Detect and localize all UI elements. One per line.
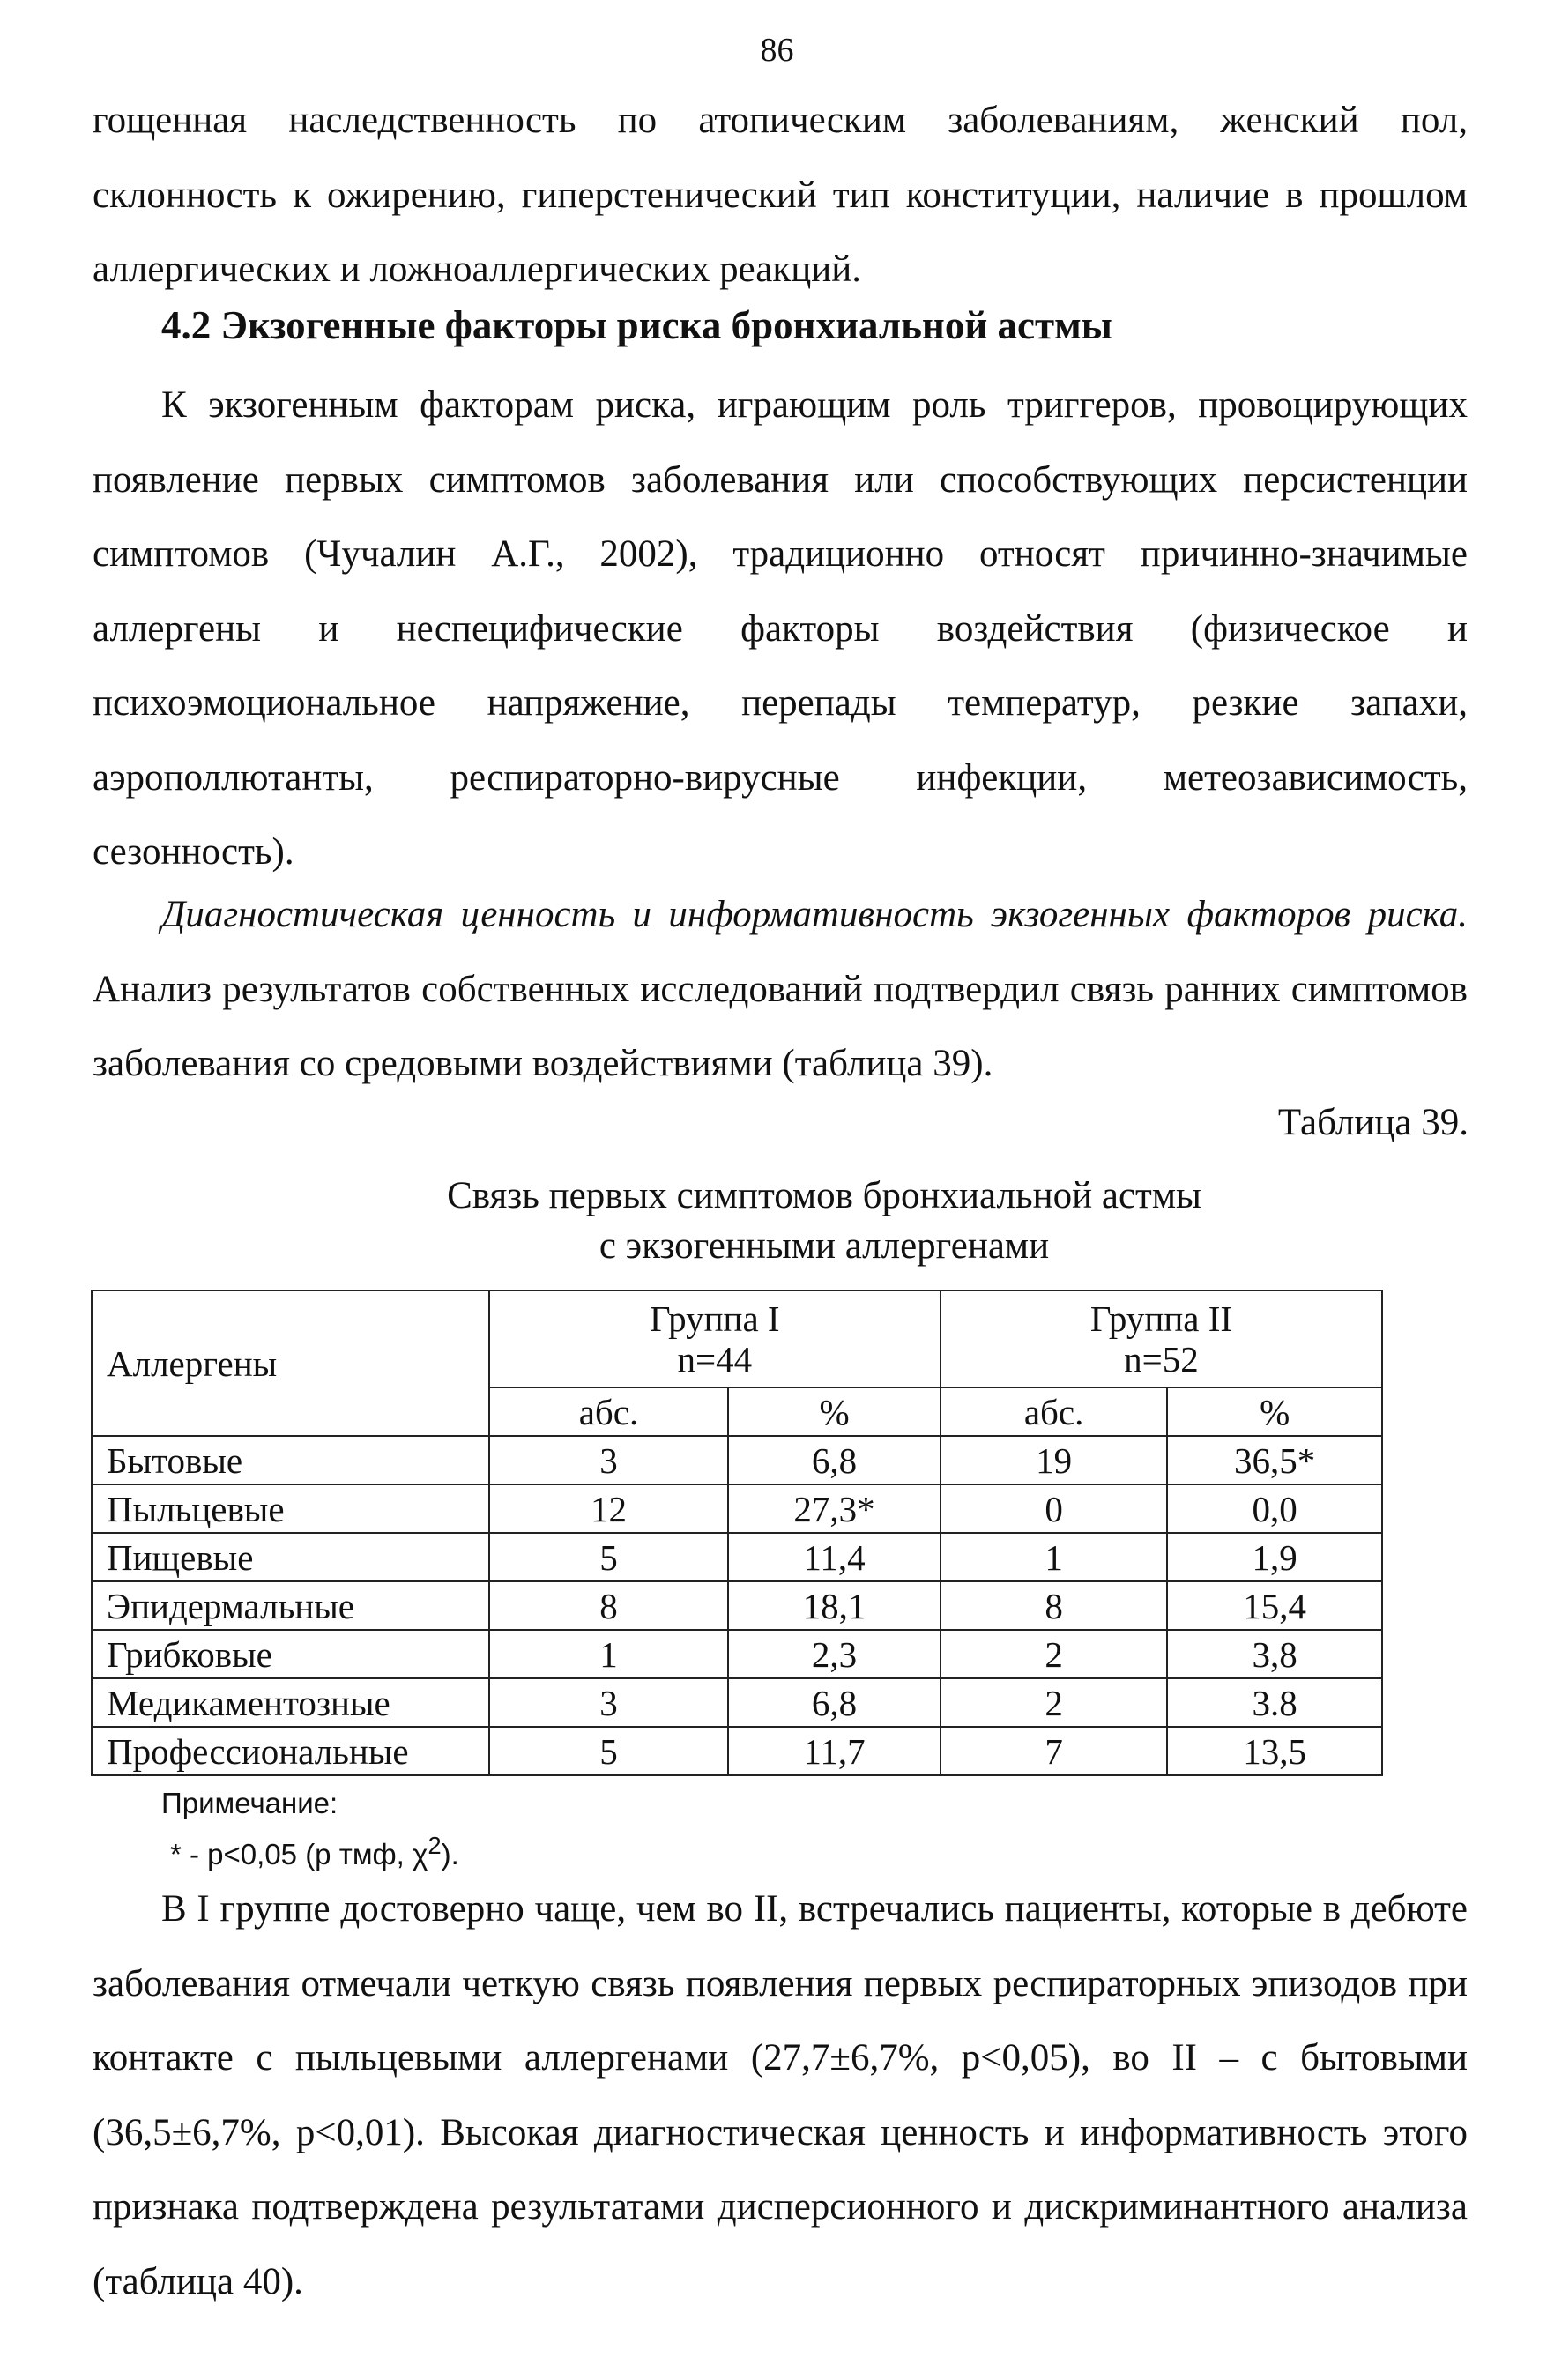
subheader-g2-pct: %: [1167, 1387, 1382, 1436]
cell-g2-pct: 15,4: [1167, 1581, 1382, 1630]
cell-g1-pct: 18,1: [728, 1581, 941, 1630]
paragraph-results: В I группе достоверно чаще, чем во II, встречались пациенты, которые в дебюте заболевания отмечали четкую связь появления первых респираторных эпизодов при контакте с пыльцевыми аллергенами (27,7±6,7%, p<0,05), во II – с бытовыми (36,5±6,7%, p<0,01). Высокая диагностическая ценность и информативность этого признака подтверждена результатами дисперсионного и дискриминантного анализа (таблица 40).: [93, 1888, 1468, 2302]
table-row: [92, 1630, 1382, 1678]
cell-g1-pct: 27,3*: [728, 1484, 941, 1533]
group2-name: Группа II: [1089, 1298, 1233, 1339]
cell-g2-pct: 36,5*: [1167, 1436, 1382, 1484]
note-title: Примечание:: [161, 1787, 338, 1819]
cell-g2-abs: 8: [941, 1581, 1168, 1630]
cell-g2-pct: 0,0: [1167, 1484, 1382, 1533]
table-label: Таблица 39.: [1277, 1102, 1468, 1143]
table-row: [92, 1678, 1382, 1727]
paragraph-diagnostic-value: [93, 878, 1468, 1102]
row-name: Пищевые: [92, 1533, 489, 1581]
group2-n: n=52: [1124, 1339, 1199, 1380]
note-superscript: 2: [428, 1832, 442, 1859]
table-row: [92, 1581, 1382, 1630]
cell-g1-abs: 5: [489, 1727, 728, 1775]
paragraph-exogenous-factors: К экзогенным факторам риска, играющим роль триггеров, провоцирующих появление первых симптомов заболевания или способствующих персистенции симптомов (Чучалин А.Г., 2002), традиционно относят причинно-значимые аллергены и неспецифические факторы воздействия (физическое и психоэмоциональное напряжение, перепады температур, резкие запахи, аэрополлютанты, респираторно-вирусные инфекции, метеозависимость, сезонность).: [93, 384, 1468, 873]
table-caption: [0, 1171, 1554, 1271]
note-text-before: * - p<0,05 (p тмф, χ: [170, 1838, 428, 1871]
table-row: [92, 1436, 1382, 1484]
cell-g2-abs: 19: [941, 1436, 1168, 1484]
table-note: [161, 1782, 459, 1876]
group1-n: n=44: [677, 1339, 753, 1380]
cell-g1-abs: 5: [489, 1533, 728, 1581]
cell-g2-abs: 2: [941, 1678, 1168, 1727]
section-heading: 4.2 Экзогенные факторы риска бронхиальной астмы: [161, 303, 1112, 347]
cell-g2-abs: 2: [941, 1630, 1168, 1678]
cell-g1-pct: 11,7: [728, 1727, 941, 1775]
header-allergens: Аллергены: [92, 1290, 489, 1436]
subheader-g2-abs: абс.: [941, 1387, 1168, 1436]
note-text-after: ).: [441, 1838, 459, 1871]
table-caption-line2: с экзогенными аллергенами: [599, 1225, 1050, 1267]
cell-g1-pct: 6,8: [728, 1678, 941, 1727]
group1-name: Группа I: [650, 1298, 780, 1339]
paragraph-continuation: гощенная наследственность по атопическим заболеваниям, женский пол, склонность к ожирению, гиперстенический тип конституции, наличие в прошлом аллергических и ложноаллергических реакций.: [93, 100, 1468, 290]
table-header-row: [92, 1290, 1382, 1387]
cell-g2-abs: 0: [941, 1484, 1168, 1533]
table-row: [92, 1727, 1382, 1775]
cell-g1-pct: 2,3: [728, 1630, 941, 1678]
subheader-g1-abs: абс.: [489, 1387, 728, 1436]
table-row: [92, 1533, 1382, 1581]
paragraph-diagnostic-text: Анализ результатов собственных исследований подтвердил связь ранних симптомов заболевания со средовыми воздействиями (таблица 39).: [93, 968, 1468, 1084]
cell-g1-abs: 12: [489, 1484, 728, 1533]
note-text: [161, 1825, 459, 1876]
table-caption-line1: Связь первых симптомов бронхиальной астмы: [447, 1175, 1201, 1216]
cell-g2-pct: 1,9: [1167, 1533, 1382, 1581]
paragraph-italic-lead: Диагностическая ценность и информативность экзогенных факторов риска.: [161, 894, 1468, 935]
header-group1: [489, 1290, 941, 1387]
row-name: Медикаментозные: [92, 1678, 489, 1727]
cell-g1-abs: 1: [489, 1630, 728, 1678]
row-name: Пыльцевые: [92, 1484, 489, 1533]
row-name: Профессиональные: [92, 1727, 489, 1775]
cell-g1-pct: 6,8: [728, 1436, 941, 1484]
cell-g1-abs: 8: [489, 1581, 728, 1630]
cell-g2-abs: 7: [941, 1727, 1168, 1775]
allergen-table: [91, 1290, 1383, 1776]
cell-g1-abs: 3: [489, 1678, 728, 1727]
header-group2: [941, 1290, 1382, 1387]
subheader-g1-pct: %: [728, 1387, 941, 1436]
page-number: 86: [760, 32, 794, 69]
cell-g1-pct: 11,4: [728, 1533, 941, 1581]
cell-g2-pct: 13,5: [1167, 1727, 1382, 1775]
table-row: [92, 1484, 1382, 1533]
cell-g1-abs: 3: [489, 1436, 728, 1484]
row-name: Бытовые: [92, 1436, 489, 1484]
cell-g2-pct: 3,8: [1167, 1630, 1382, 1678]
row-name: Эпидермальные: [92, 1581, 489, 1630]
cell-g2-pct: 3.8: [1167, 1678, 1382, 1727]
cell-g2-abs: 1: [941, 1533, 1168, 1581]
row-name: Грибковые: [92, 1630, 489, 1678]
